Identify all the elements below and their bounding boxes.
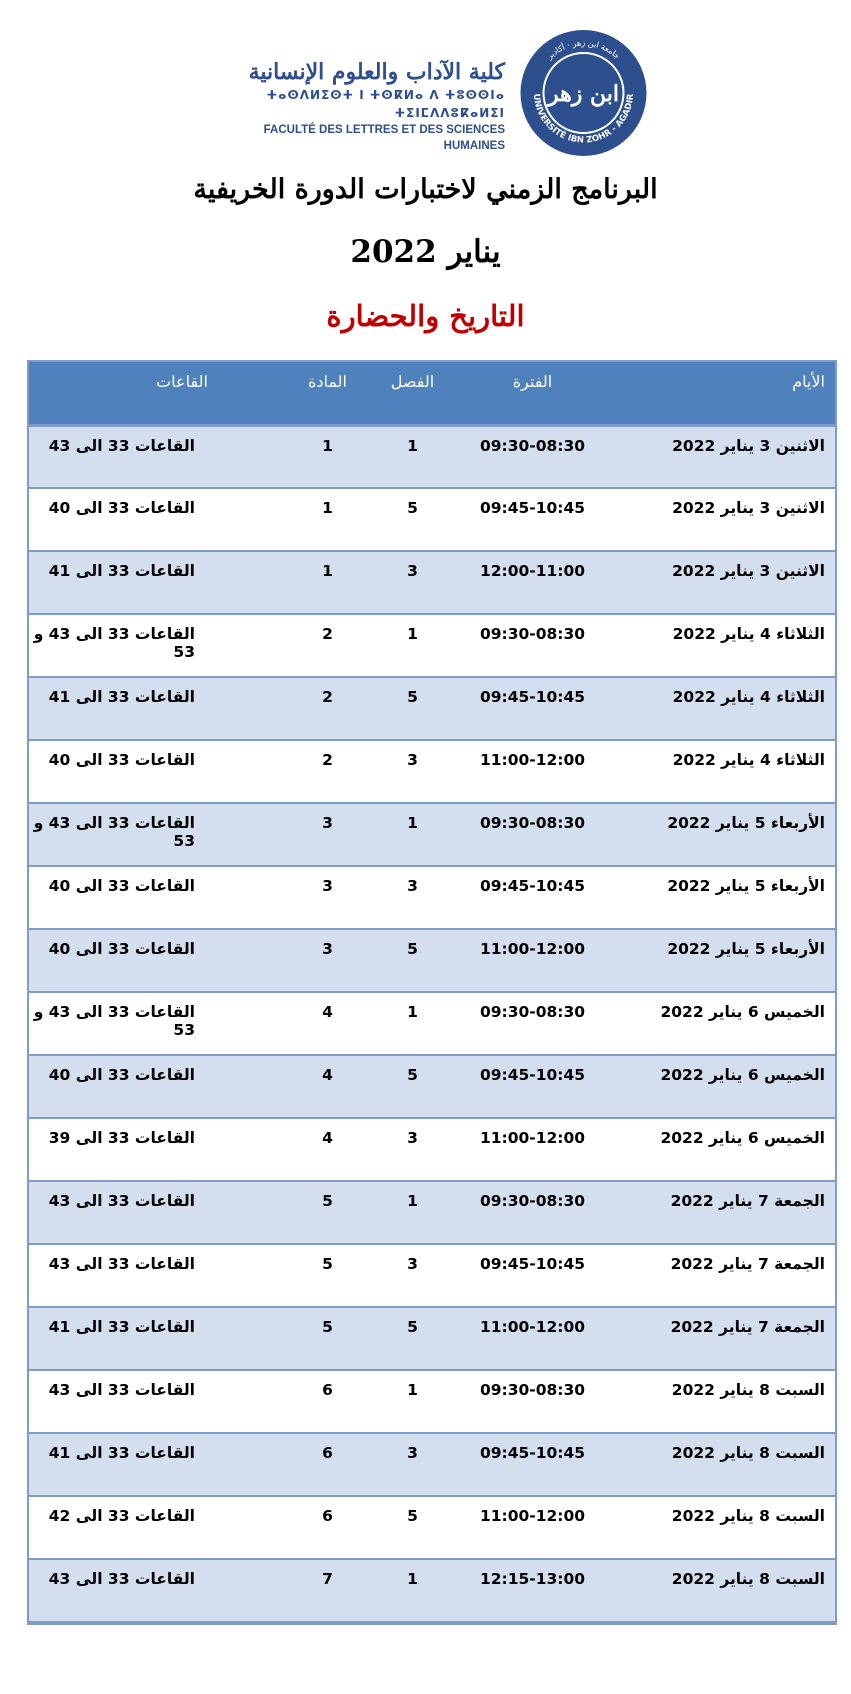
cell-subject: 1 [285,425,370,488]
cell-day: السبت 8 يناير 2022 [610,1496,835,1559]
cell-halls: القاعات 33 الى 41 [29,551,285,614]
table-row [29,1118,835,1181]
table-row [29,1244,835,1307]
cell-halls: القاعات 33 الى 42 [29,1496,285,1559]
cell-day: الثلاثاء 4 يناير 2022 [610,677,835,740]
cell-subject: 1 [285,551,370,614]
table-body [29,425,835,1622]
cell-time: 09:45-10:45 [455,1055,610,1118]
faculty-name-tifinagh: ⵜⴰⵙⴷⵍⵉⵙⵜ ⵏ ⵜⵙⴽⵍⴰ ⴷ ⵜⵓⵙⵙⵏⴰ ⵜⵉⵏⵎⴷⴷⵓⴽⴰⵍⵉⵏ [266,88,505,120]
cell-halls: القاعات 33 الى 41 [29,1307,285,1370]
cell-halls: القاعات 33 الى 43 [29,1370,285,1433]
cell-time: 11:00-12:00 [455,1307,610,1370]
cell-time: 11:00-12:00 [455,1118,610,1181]
cell-subject: 4 [285,1118,370,1181]
table-header-row [29,362,835,425]
faculty-name-arabic: كلية الآداب والعلوم الإنسانية [248,59,505,85]
cell-day: الجمعة 7 يناير 2022 [610,1244,835,1307]
cell-time: 12:00-11:00 [455,551,610,614]
cell-day: الجمعة 7 يناير 2022 [610,1181,835,1244]
cell-time: 11:00-12:00 [455,929,610,992]
table-row [29,1370,835,1433]
cell-time: 11:00-12:00 [455,1496,610,1559]
cell-subject: 3 [285,929,370,992]
table-row [29,488,835,551]
header-subject: المادة [285,362,370,425]
table-row [29,614,835,677]
cell-semester: 1 [370,803,455,866]
table-row [29,677,835,740]
cell-halls: القاعات 33 الى 43 و 53 [29,992,285,1055]
cell-halls: القاعات 33 الى 43 [29,1181,285,1244]
cell-subject: 5 [285,1181,370,1244]
cell-semester: 3 [370,866,455,929]
cell-time: 11:00-12:00 [455,740,610,803]
header-time: الفترة [455,362,610,425]
table-row [29,866,835,929]
faculty-header [0,28,851,158]
cell-time: 09:30-08:30 [455,1181,610,1244]
cell-semester: 1 [370,992,455,1055]
cell-semester: 5 [370,1496,455,1559]
cell-subject: 3 [285,803,370,866]
cell-time: 09:45-10:45 [455,1433,610,1496]
header-semester: الفصل [370,362,455,425]
cell-halls: القاعات 33 الى 40 [29,929,285,992]
header-halls: القاعات [29,362,285,425]
cell-time: 09:30-08:30 [455,992,610,1055]
cell-day: الأربعاء 5 يناير 2022 [610,866,835,929]
cell-subject: 4 [285,1055,370,1118]
cell-halls: القاعات 33 الى 43 [29,425,285,488]
cell-semester: 5 [370,929,455,992]
table-row [29,425,835,488]
table-row [29,803,835,866]
cell-time: 12:15-13:00 [455,1559,610,1622]
cell-semester: 1 [370,614,455,677]
table-row [29,1496,835,1559]
seal-calligraphy: ابن زهر [547,81,620,107]
cell-subject: 6 [285,1433,370,1496]
cell-subject: 6 [285,1370,370,1433]
cell-subject: 2 [285,740,370,803]
table-row [29,1181,835,1244]
cell-day: الثلاثاء 4 يناير 2022 [610,614,835,677]
cell-subject: 2 [285,677,370,740]
cell-day: الأربعاء 5 يناير 2022 [610,929,835,992]
faculty-name-block [205,58,505,154]
cell-semester: 1 [370,425,455,488]
schedule-table [27,360,837,1625]
page-title: البرنامج الزمني لاختبارات الدورة الخريفية [193,174,658,205]
cell-day: الاثنين 3 يناير 2022 [610,425,835,488]
month-title: يناير 2022 [350,234,501,270]
table-row [29,740,835,803]
cell-day: الخميس 6 يناير 2022 [610,1055,835,1118]
cell-semester: 3 [370,1118,455,1181]
seal-ring-text: UNIVERSITÉ IBN ZOHR - AGADIR [530,93,637,146]
cell-halls: القاعات 33 الى 40 [29,866,285,929]
cell-day: الجمعة 7 يناير 2022 [610,1307,835,1370]
cell-semester: 1 [370,1370,455,1433]
cell-day: الاثنين 3 يناير 2022 [610,488,835,551]
cell-halls: القاعات 33 الى 41 [29,677,285,740]
department-title: التاريخ والحضارة [326,299,525,333]
cell-day: السبت 8 يناير 2022 [610,1433,835,1496]
table-row [29,551,835,614]
cell-subject: 6 [285,1496,370,1559]
table-row [29,992,835,1055]
cell-halls: القاعات 33 الى 40 [29,740,285,803]
cell-subject: 4 [285,992,370,1055]
cell-day: الخميس 6 يناير 2022 [610,1118,835,1181]
cell-halls: القاعات 33 الى 40 [29,1055,285,1118]
cell-semester: 1 [370,1559,455,1622]
cell-day: الثلاثاء 4 يناير 2022 [610,740,835,803]
cell-time: 09:30-08:30 [455,614,610,677]
cell-halls: القاعات 33 الى 40 [29,488,285,551]
cell-subject: 5 [285,1244,370,1307]
table-header [29,362,835,425]
cell-day: السبت 8 يناير 2022 [610,1370,835,1433]
cell-day: الأربعاء 5 يناير 2022 [610,803,835,866]
cell-semester: 5 [370,677,455,740]
cell-semester: 3 [370,740,455,803]
cell-subject: 1 [285,488,370,551]
table-row [29,929,835,992]
cell-time: 09:30-08:30 [455,803,610,866]
cell-subject: 5 [285,1307,370,1370]
faculty-name-french: FACULTÉ DES LETTRES ET DES SCIENCES HUMAINES [263,124,505,152]
cell-semester: 3 [370,1433,455,1496]
cell-semester: 5 [370,1055,455,1118]
cell-semester: 1 [370,1181,455,1244]
cell-halls: القاعات 33 الى 43 و 53 [29,614,285,677]
table-row [29,1055,835,1118]
header-day: الأيام [610,362,835,425]
cell-time: 09:45-10:45 [455,488,610,551]
cell-semester: 3 [370,1244,455,1307]
cell-time: 09:45-10:45 [455,866,610,929]
cell-semester: 5 [370,488,455,551]
university-seal-logo [512,28,655,158]
cell-halls: القاعات 33 الى 43 [29,1559,285,1622]
cell-time: 09:45-10:45 [455,677,610,740]
cell-day: السبت 8 يناير 2022 [610,1559,835,1622]
cell-halls: القاعات 33 الى 43 و 53 [29,803,285,866]
cell-subject: 2 [285,614,370,677]
table-row [29,1433,835,1496]
cell-day: الاثنين 3 يناير 2022 [610,551,835,614]
cell-semester: 5 [370,1307,455,1370]
cell-subject: 3 [285,866,370,929]
cell-time: 09:30-08:30 [455,1370,610,1433]
cell-time: 09:30-08:30 [455,425,610,488]
cell-time: 09:45-10:45 [455,1244,610,1307]
cell-subject: 7 [285,1559,370,1622]
cell-day: الخميس 6 يناير 2022 [610,992,835,1055]
table-row [29,1559,835,1622]
schedule-table-grid [29,362,835,1623]
cell-halls: القاعات 33 الى 43 [29,1244,285,1307]
cell-halls: القاعات 33 الى 39 [29,1118,285,1181]
seal-top-text: جامعة ابن زهر · أكادير [545,38,622,61]
cell-semester: 3 [370,551,455,614]
cell-halls: القاعات 33 الى 41 [29,1433,285,1496]
table-row [29,1307,835,1370]
